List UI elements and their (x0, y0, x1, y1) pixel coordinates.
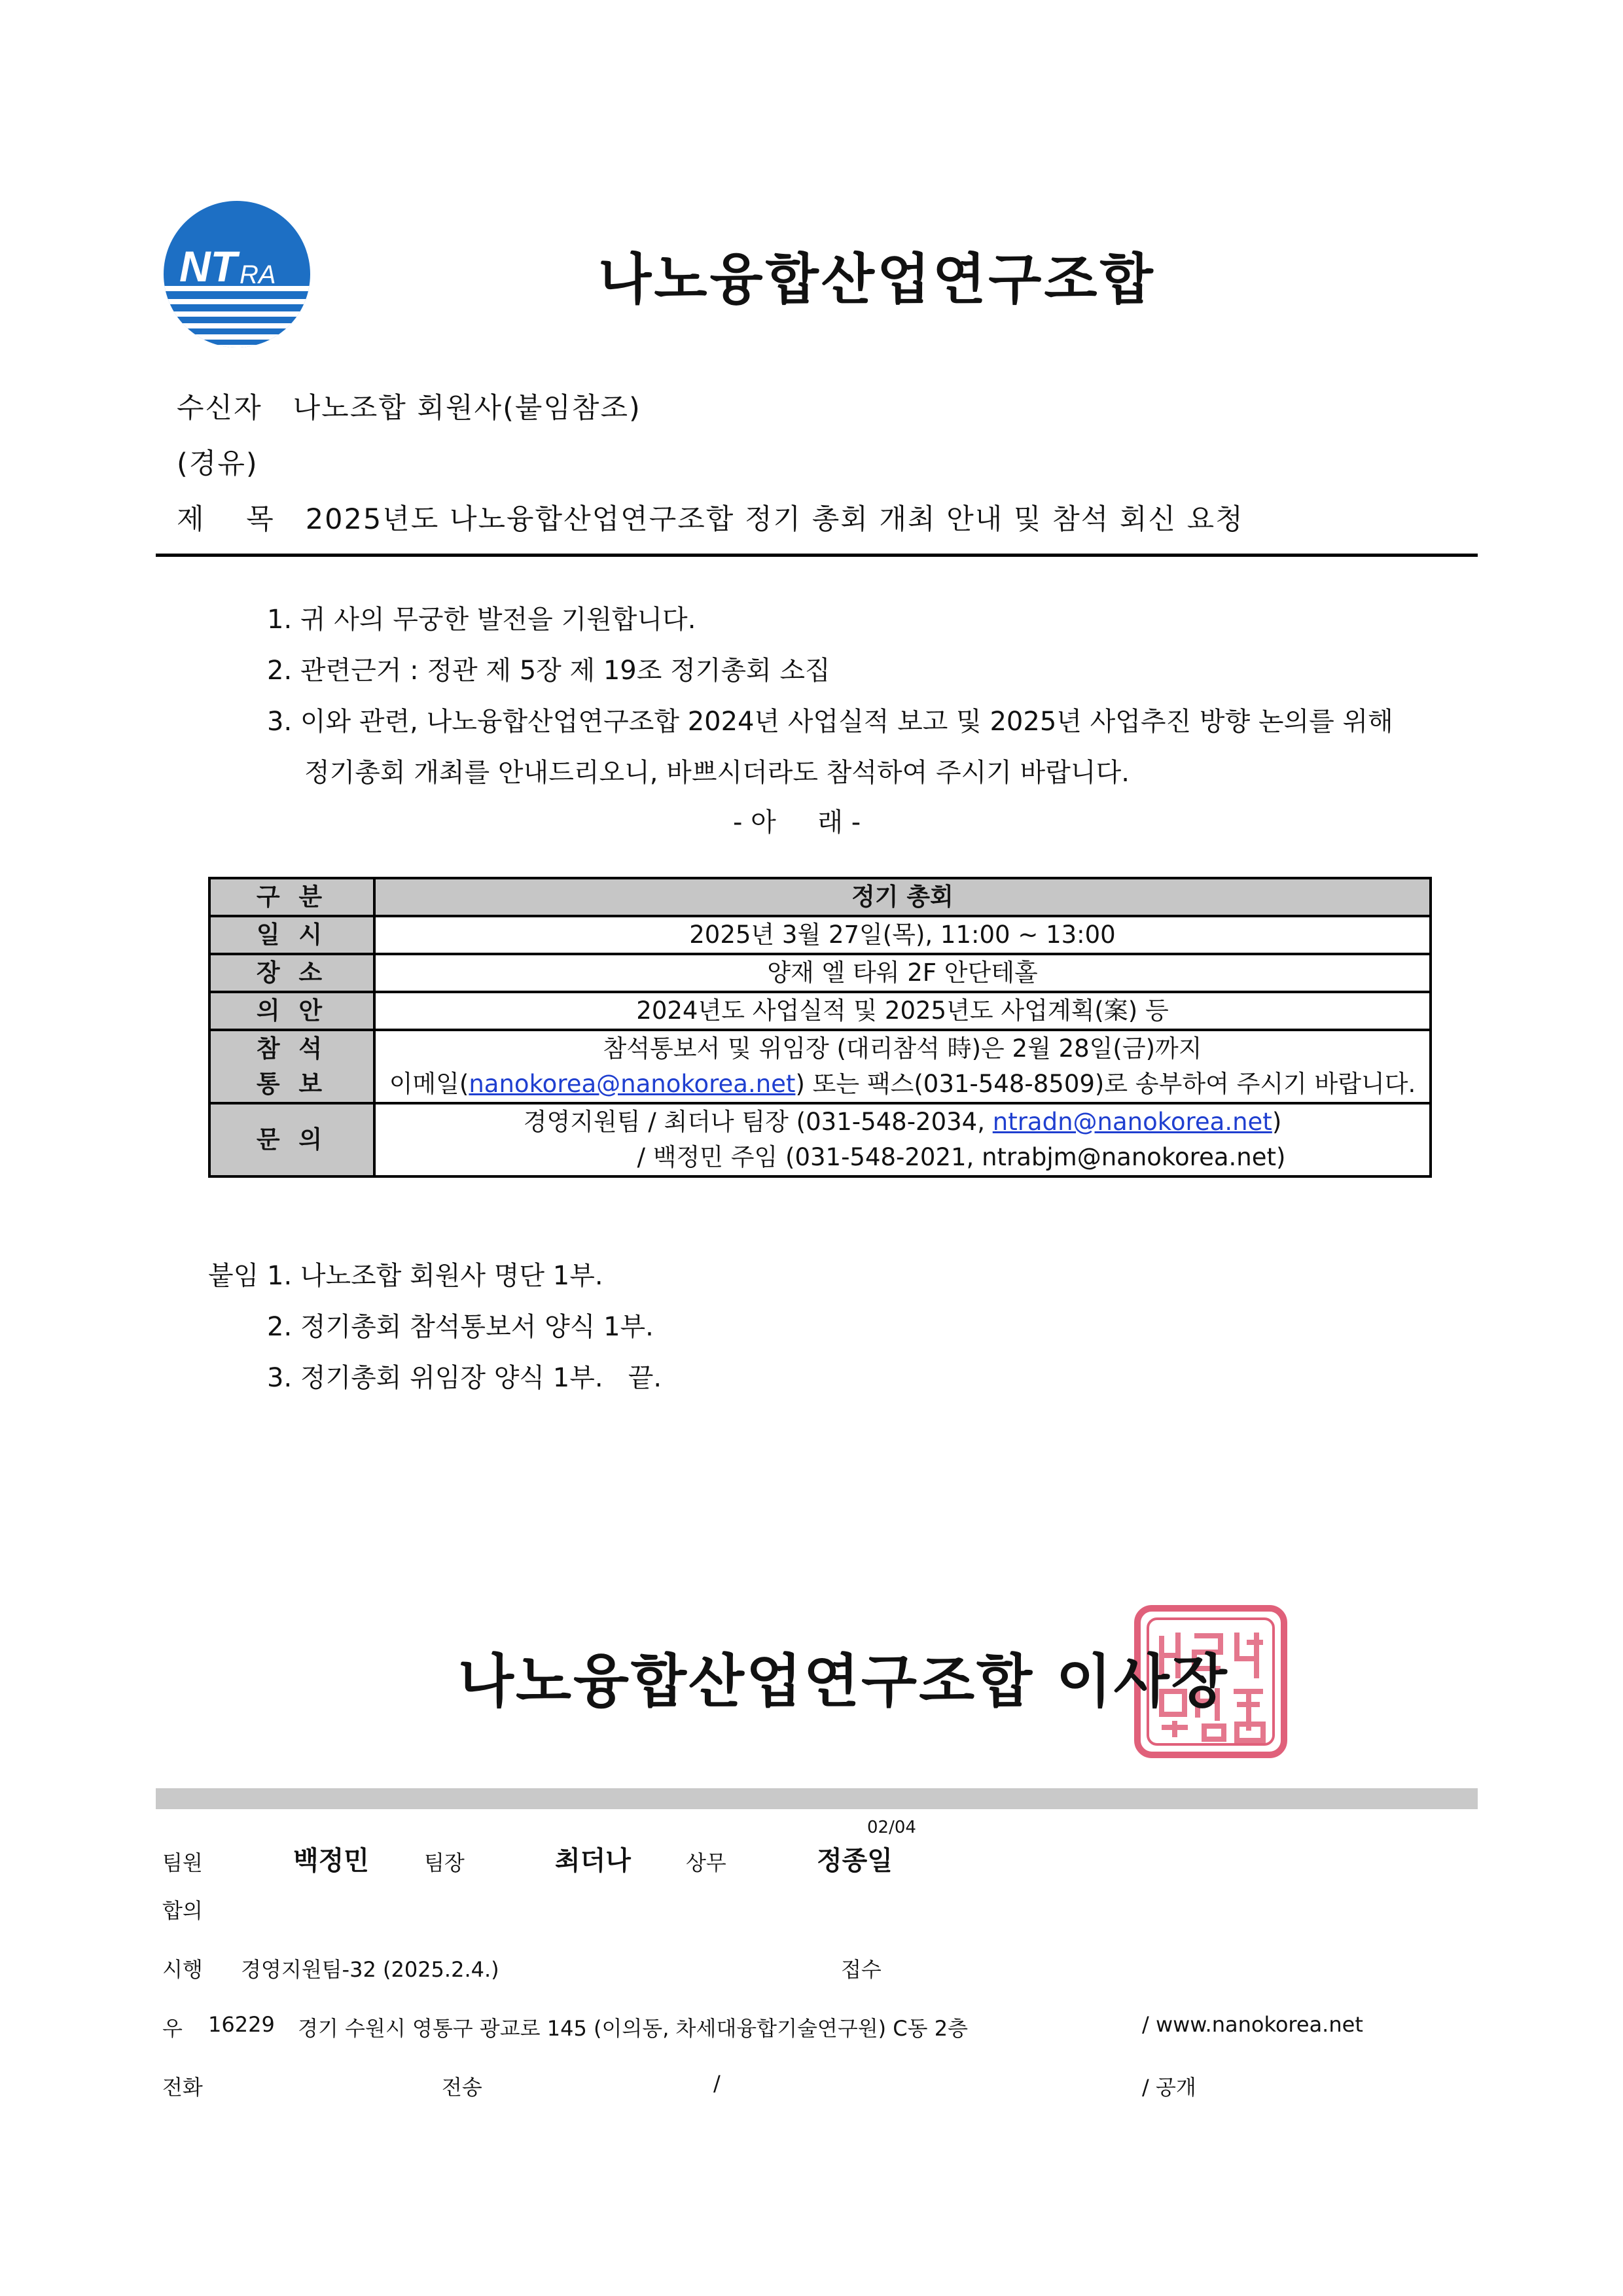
email-slash: / (713, 2071, 721, 2096)
rsvp-line2-pre: 이메일( (389, 1070, 469, 1098)
table-row (209, 954, 1431, 992)
exec-name: 정종일 (817, 1846, 893, 1876)
receipt-label: 접수 (841, 1957, 882, 1982)
recipient-label: 수신자 (177, 392, 262, 425)
body-item-3: 3. 이와 관련, 나노융합산업연구조합 2024년 사업실적 보고 및 2025년 사업추진 방향 논의를 위해 (267, 707, 1393, 737)
row-label: 의 안 (209, 992, 374, 1030)
table-header-row (209, 878, 1431, 916)
enforce-value: 경영지원팀-32 (2025.2.4.) (241, 1957, 499, 1982)
post-label: 우 (162, 2016, 183, 2041)
row-value: 양재 엘 타워 2F 안단테홀 (374, 954, 1431, 992)
rsvp-label-line2: 통 보 (256, 1070, 328, 1098)
via-row: (경유) (177, 448, 259, 480)
phone-label: 전화 (162, 2075, 203, 2100)
row-label: 일 시 (209, 916, 374, 954)
leader-label: 팀장 (424, 1850, 465, 1875)
leader-name: 최더나 (555, 1846, 631, 1876)
attachment-item: 3. 정기총회 위임장 양식 1부. 끝. (267, 1363, 662, 1393)
row-value: 2025년 3월 27일(목), 11:00 ~ 13:00 (374, 916, 1431, 954)
enforce-label: 시행 (162, 1957, 203, 1982)
attachment-item: 2. 정기총회 참석통보서 양식 1부. (267, 1312, 654, 1342)
attachment-row-1 (208, 1255, 603, 1292)
contact-value (374, 1103, 1431, 1176)
header-label-cell: 구 분 (209, 878, 374, 916)
header-value-cell: 정기 총회 (374, 878, 1431, 916)
fax-label: 전송 (442, 2075, 482, 2100)
staff-label: 팀원 (162, 1850, 203, 1875)
body-item-3-cont: 정기총회 개최를 안내드리오니, 바쁘시더라도 참석하여 주시기 바랍니다. (304, 758, 1130, 788)
below-heading: - 아 래 - (733, 807, 861, 838)
svg-text:RA: RA (240, 260, 276, 289)
rsvp-label-line1: 참 석 (256, 1034, 328, 1063)
contact-label: 문 의 (209, 1103, 374, 1176)
org-title: 나노융합산업연구조합 (598, 247, 1156, 311)
recipient-row (177, 386, 641, 426)
rsvp-value (374, 1030, 1431, 1103)
subject-value: 2025년도 나노융합산업연구조합 정기 총회 개최 안내 및 참석 회신 요청 (305, 503, 1244, 536)
subject-label: 제 목 (177, 503, 275, 536)
table-row (209, 992, 1431, 1030)
contact-line2: / 백정민 주임 (031-548-2021, ntrabjm@nanokorea.net) (637, 1143, 1286, 1171)
row-value: 2024년도 사업실적 및 2025년도 사업계획(案) 등 (374, 992, 1431, 1030)
agree-label: 합의 (162, 1898, 203, 1923)
attachment-label: 붙임 (208, 1261, 259, 1291)
body-item-1: 1. 귀 사의 무궁한 발전을 기원합니다. (267, 605, 696, 635)
contact-row (209, 1103, 1431, 1176)
contact-email-link[interactable]: ntradn@nanokorea.net (992, 1108, 1272, 1136)
page-number: 02/04 (867, 1818, 916, 1837)
table-row (209, 916, 1431, 954)
meeting-info-table (208, 877, 1432, 1178)
rsvp-line1: 참석통보서 및 위임장 (대리참석 時)은 2월 28일(금)까지 (603, 1034, 1202, 1063)
contact-line1-pre: 경영지원팀 / 최더나 팀장 (031-548-2034, (523, 1108, 993, 1136)
subject-row (177, 497, 1244, 537)
header-rule (156, 554, 1478, 557)
staff-name: 백정민 (293, 1846, 369, 1876)
public-status: / 공개 (1142, 2075, 1196, 2100)
website: / www.nanokorea.net (1142, 2012, 1363, 2037)
rsvp-line2 (378, 1067, 1427, 1102)
contact-line1 (378, 1104, 1427, 1140)
row-label: 장 소 (209, 954, 374, 992)
attachment-item: 1. 나노조합 회원사 명단 1부. (267, 1261, 603, 1291)
ceo-signature-title: 나노융합산업연구조합 이사장 (458, 1648, 1229, 1715)
address: 경기 수원시 영통구 광교로 145 (이의동, 차세대융합기술연구원) C동 2층 (298, 2016, 969, 2041)
rsvp-label (209, 1030, 374, 1103)
contact-line1-post: ) (1272, 1108, 1282, 1136)
body-item-2: 2. 관련근거 : 정관 제 5장 제 19조 정기총회 소집 (267, 656, 830, 686)
footer-divider (156, 1788, 1478, 1809)
rsvp-email-link[interactable]: nanokorea@nanokorea.net (469, 1070, 796, 1098)
recipient-value: 나노조합 회원사(붙임참조) (293, 392, 641, 425)
exec-label: 상무 (686, 1850, 726, 1875)
svg-text:NT: NT (179, 242, 237, 291)
rsvp-line2-post: ) 또는 팩스(031-548-8509)로 송부하여 주시기 바랍니다. (795, 1070, 1416, 1098)
post-code: 16229 (208, 2012, 275, 2037)
rsvp-row (209, 1030, 1431, 1103)
